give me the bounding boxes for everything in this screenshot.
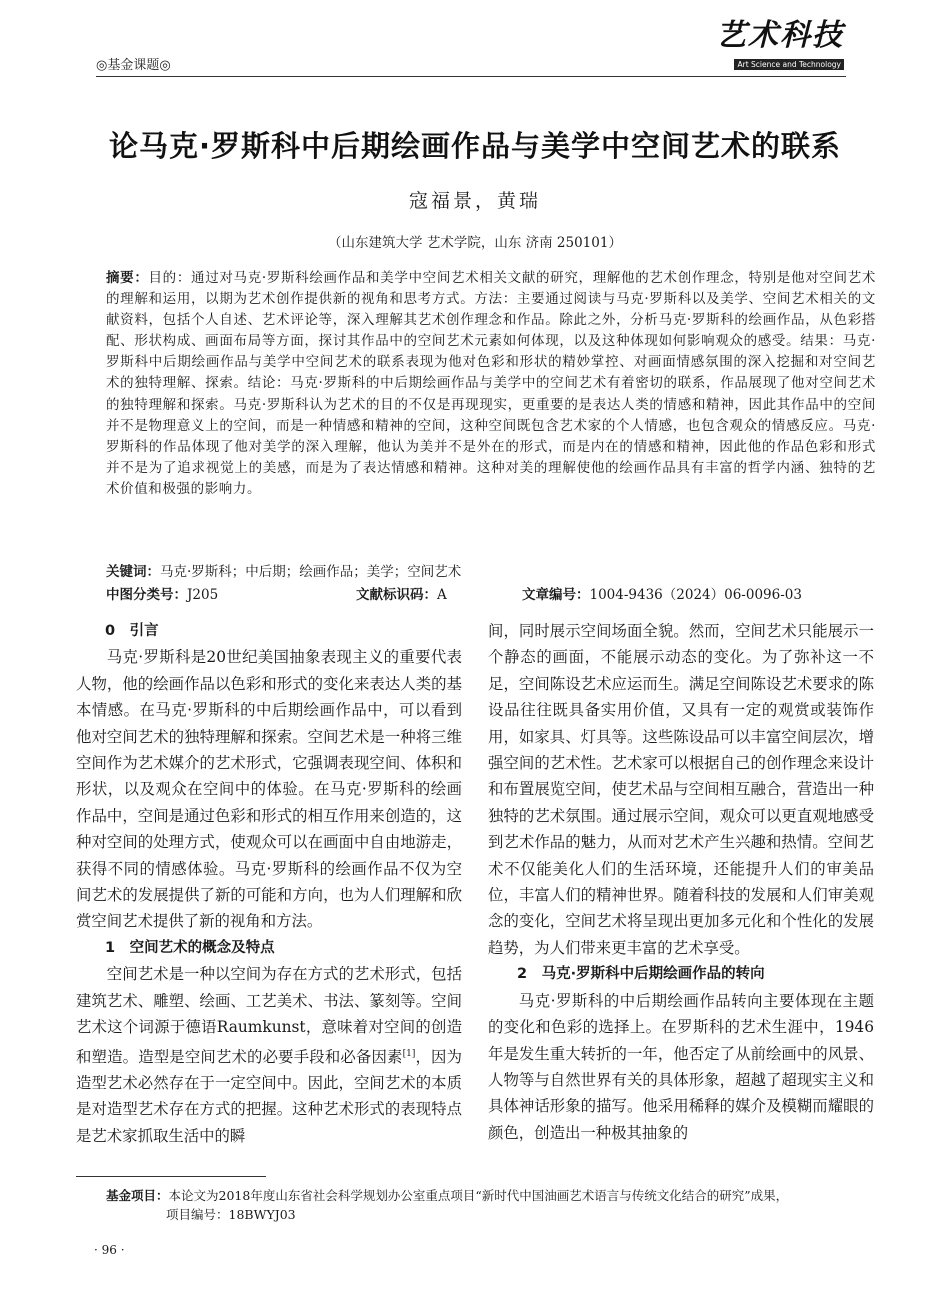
paragraph-space-art-text-1: 空间艺术是一种以空间为存在方式的艺术形式，包括建筑艺术、雕塑、绘画、工艺美术、书法、篆刻等。空间艺术这个词源于德语Raumkunst，意味着对空间的创造和塑造。造型是空间艺术的必要手段和必备因素	[76, 965, 462, 1066]
keywords-text: 马克·罗斯科；中后期；绘画作品；美学；空间艺术	[160, 564, 462, 580]
footnote-line-2: 项目编号：18BWYJ03	[166, 1207, 296, 1222]
paragraph-space-art-text-2: ，因为造型艺术必然存在于一定空间中。因此，空间艺术的本质是对造型艺术存在方式的把握。这种艺术形式的表现特点是艺术家抓取生活中的瞬	[76, 1047, 462, 1145]
header-rule	[96, 76, 846, 77]
paragraph-space-art	[76, 961, 462, 1149]
page-number: · 96 ·	[94, 1243, 125, 1257]
article-number	[522, 583, 802, 603]
section-heading-introduction: 0 引言	[105, 623, 159, 639]
column-label: ◎基金课题◎	[96, 58, 171, 73]
funding-footnote	[106, 1186, 886, 1224]
doc-code-value: A	[437, 587, 447, 603]
document-code	[356, 583, 447, 603]
journal-logo	[716, 20, 844, 71]
article-authors: 寇福景，黄瑞	[408, 190, 541, 212]
article-no-value: 1004-9436（2024）06-0096-03	[589, 587, 802, 603]
paragraph-space-art-continued: 间，同时展示空间场面全貌。然而，空间艺术只能展示一个静态的画面，不能展示动态的变化。为了弥补这一不足，空间陈设艺术应运而生。满足空间陈设艺术要求的陈设品往往既具备实用价值，又具有一定的观赏或装饰作用，如家具、灯具等。这些陈设品可以丰富空间层次，增强空间的艺术性。艺术家可以根据自己的创作理念来设计和布置展览空间，使艺术品与空间相互融合，营造出一种独特的艺术氛围。通过展示空间，观众可以更直观地感受到艺术作品的魅力，从而对艺术产生兴趣和热情。空间艺术不仅能美化人们的生活环境，还能提升人们的审美品位，丰富人们的精神世界。随着科技的发展和人们审美观念的变化，空间艺术将呈现出更加多元化和个性化的发展趋势，为人们带来更丰富的艺术享受。	[488, 622, 874, 957]
citation-ref-1: [1]	[402, 1048, 416, 1059]
doc-code-label: 文献标识码：	[356, 587, 437, 603]
clc-value: J205	[187, 587, 219, 603]
article-no-label: 文章编号：	[522, 587, 590, 603]
footnote-line-1: 本论文为2018年度山东省社会科学规划办公室重点项目“新时代中国油画艺术语言与传统文化结合的研究”成果，	[168, 1188, 789, 1203]
clc-code	[106, 583, 218, 603]
abstract-label: 摘要：	[106, 270, 149, 286]
article-title: 论马克·罗斯科中后期绘画作品与美学中空间艺术的联系	[108, 129, 842, 163]
keywords	[106, 560, 876, 580]
abstract-text: 目的：通过对马克·罗斯科绘画作品和美学中空间艺术相关文献的研究，理解他的艺术创作理念，特别是他对空间艺术的理解和运用，以期为艺术创作提供新的视角和思考方式。方法：主要通过阅读与马克·罗斯科以及美学、空间艺术相关的文献资料，包括个人自述、艺术评论等，深入理解其艺术创作理念和作品。除此之外，分析马克·罗斯科的绘画作品，从色彩搭配、形状构成、画面布局等方面，探讨其作品中的空间艺术元素如何体现，以及这种体现如何影响观众的感受。结果：马克·罗斯科中后期绘画作品与美学中空间艺术的联系表现为他对色彩和形状的精妙掌控、对画面情感氛围的深入挖掘和对空间艺术的独特理解、探索。结论：马克·罗斯科的中后期绘画作品与美学中的空间艺术有着密切的联系，作品展现了他对空间艺术的独特理解和探索。马克·罗斯科认为艺术的目的不仅是再现现实，更重要的是表达人类的情感和精神，因此其作品中的空间并不是物理意义上的空间，而是一种情感和精神的空间，这种空间既包含艺术家的个人情感，也包含观众的情感反应。马克·罗斯科的作品体现了他对美学的深入理解，他认为美并不是外在的形式，而是内在的情感和精神，因此他的作品色彩和形式并不是为了追求视觉上的美感，而是为了表达情感和精神。这种对美的理解使他的绘画作品具有丰富的哲学内涵、独特的艺术价值和极强的影响力。	[106, 270, 876, 497]
article-affiliation: （山东建筑大学 艺术学院，山东 济南 250101）	[328, 235, 622, 251]
body-column-left	[76, 618, 462, 1149]
abstract	[106, 268, 876, 500]
paragraph-rothko-turn: 马克·罗斯科的中后期绘画作品转向主要体现在主题的变化和色彩的选择上。在罗斯科的艺术生涯中，1946年是发生重大转折的一年，他否定了从前绘画中的风景、人物等与自然世界有关的具体形象，超越了超现实主义和具体神话形象的描写。他采用稀释的媒介及模糊而耀眼的颜色，创造出一种极其抽象的	[488, 991, 874, 1142]
section-heading-space-art: 1 空间艺术的概念及特点	[105, 939, 275, 956]
footnote-rule	[76, 1176, 266, 1177]
section-heading-rothko-turn: 2 马克·罗斯科中后期绘画作品的转向	[517, 966, 765, 983]
clc-label: 中图分类号：	[106, 587, 187, 603]
journal-name-en: Art Science and Technology	[734, 59, 844, 70]
paragraph-introduction: 马克·罗斯科是20世纪美国抽象表现主义的重要代表人物，他的绘画作品以色彩和形式的变化来表达人类的基本情感。在马克·罗斯科的中后期绘画作品中，可以看到他对空间艺术的独特理解和探索。空间艺术是一种将三维空间作为艺术媒介的艺术形式，它强调表现空间、体积和形状，以及观众在空间中的体验。在马克·罗斯科的绘画作品中，空间是通过色彩和形式的相互作用来创造的，这种对空间的处理方式，使观众可以在画面中自由地游走，获得不同的情感体验。马克·罗斯科的绘画作品不仅为空间艺术的发展提供了新的可能和方向，也为人们理解和欣赏空间艺术提供了新的视角和方法。	[76, 648, 462, 931]
keywords-label: 关键词：	[106, 564, 160, 580]
footnote-label: 基金项目：	[106, 1188, 169, 1203]
journal-name-cn: 艺术科技	[716, 18, 844, 53]
body-column-right	[488, 618, 874, 1146]
